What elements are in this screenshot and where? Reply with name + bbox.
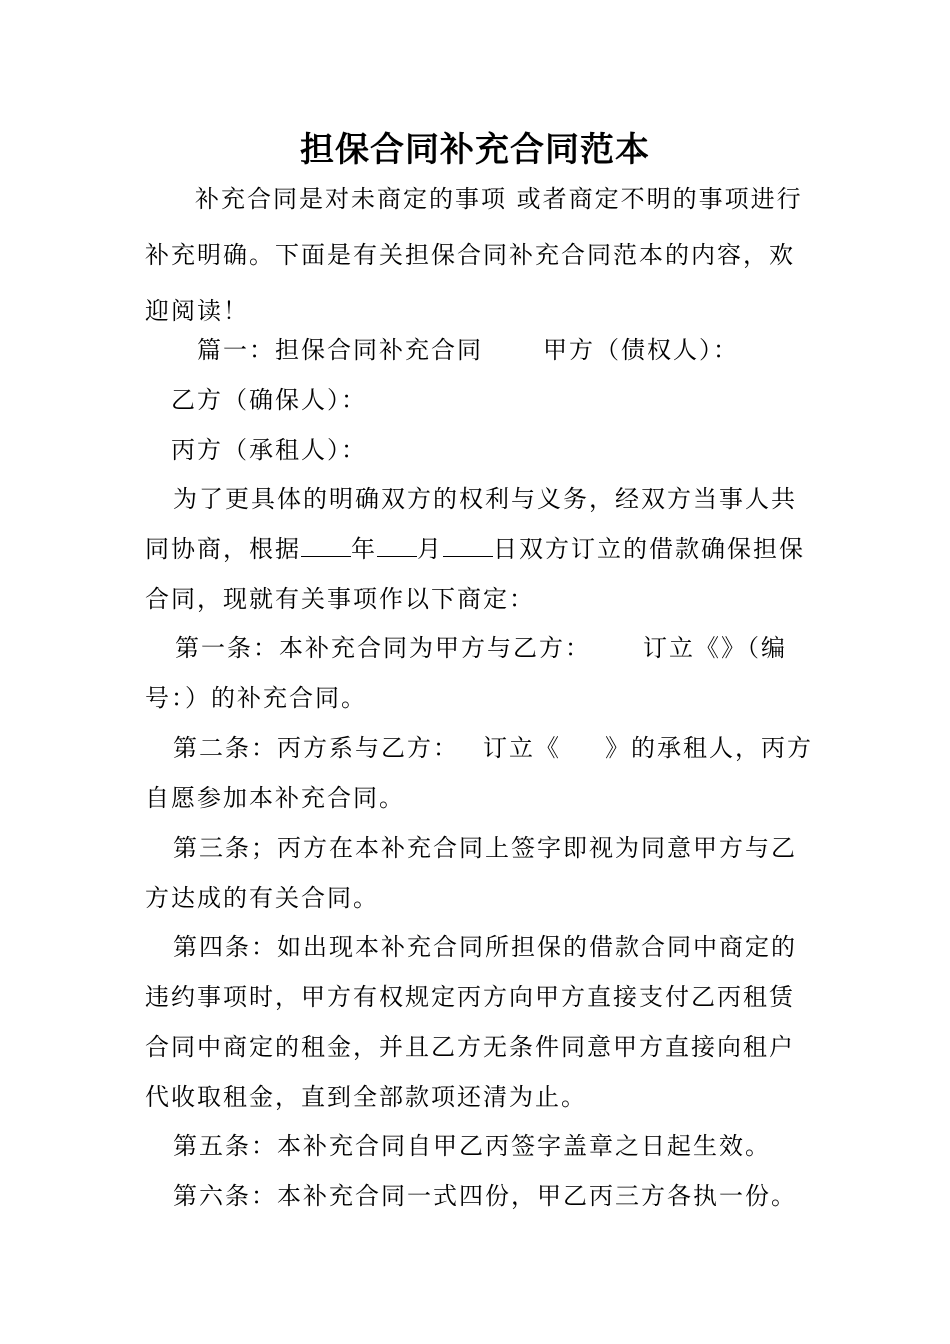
article-6-text: 第六条：本补充合同一式四份，甲乙丙三方各执一份。	[173, 1182, 797, 1210]
article-3	[145, 823, 810, 923]
article-4	[145, 922, 810, 1122]
article-3-line-1: 第三条；丙方在本补充合同上签字即视为同意甲方与乙	[173, 834, 797, 862]
intro-paragraph	[145, 174, 810, 336]
intro-line-2: 补充明确。下面是有关担保合同补充合同范本的内容，欢	[145, 241, 795, 269]
article-4-line-2: 违约事项时，甲方有权规定丙方向甲方直接支付乙丙租赁	[145, 983, 795, 1011]
article-4-line-1: 第四条：如出现本补充合同所担保的借款合同中商定的	[173, 933, 797, 961]
intro-line-1: 补充合同是对未商定的事项 或者商定不明的事项进行	[195, 185, 803, 213]
intro-line-3: 迎阅读！	[145, 297, 249, 325]
article-2-line-2: 自愿参加本补充合同。	[145, 784, 405, 812]
preamble-line-1: 为了更具体的明确双方的权利与义务，经双方当事人共	[173, 485, 797, 513]
section-heading: 篇一：担保合同补充合同	[197, 336, 483, 364]
day-blank	[443, 528, 493, 557]
preamble-line-2: 同协商，根据 年 月 日双方订立的借款确保担保	[145, 524, 810, 574]
preamble-line-3: 合同，现就有关事项作以下商定：	[145, 585, 535, 613]
article-2-line-1: 第二条：丙方系与乙方： 订立《 》的承租人，丙方	[173, 734, 813, 762]
article-3-line-2: 方达成的有关合同。	[145, 884, 379, 912]
party-c-row	[145, 425, 810, 475]
party-b-row	[145, 375, 810, 425]
year-blank	[301, 528, 351, 557]
article-5-text: 第五条：本补充合同自甲乙丙签字盖章之日起生效。	[173, 1132, 771, 1160]
section-heading-row	[145, 325, 810, 375]
article-4-line-3: 合同中商定的租金，并且乙方无条件同意甲方直接向租户	[145, 1033, 795, 1061]
article-4-line-4: 代收取租金，直到全部款项还清为止。	[145, 1083, 587, 1111]
document-title: 担保合同补充合同范本	[300, 130, 650, 170]
article-5	[145, 1121, 810, 1171]
party-b-label: 乙方（确保人）：	[171, 386, 367, 414]
article-1-line-2: 号：）的补充合同。	[145, 684, 367, 712]
article-2	[145, 723, 813, 823]
party-a-label: 甲方（债权人）：	[543, 336, 739, 364]
article-6	[145, 1171, 810, 1221]
article-1	[145, 623, 810, 723]
article-1-line-1: 第一条：本补充合同为甲方与乙方： 订立《》（编	[175, 634, 787, 662]
preamble-paragraph	[145, 474, 810, 624]
party-c-label: 丙方（承租人）：	[171, 436, 367, 464]
month-blank	[377, 528, 417, 557]
